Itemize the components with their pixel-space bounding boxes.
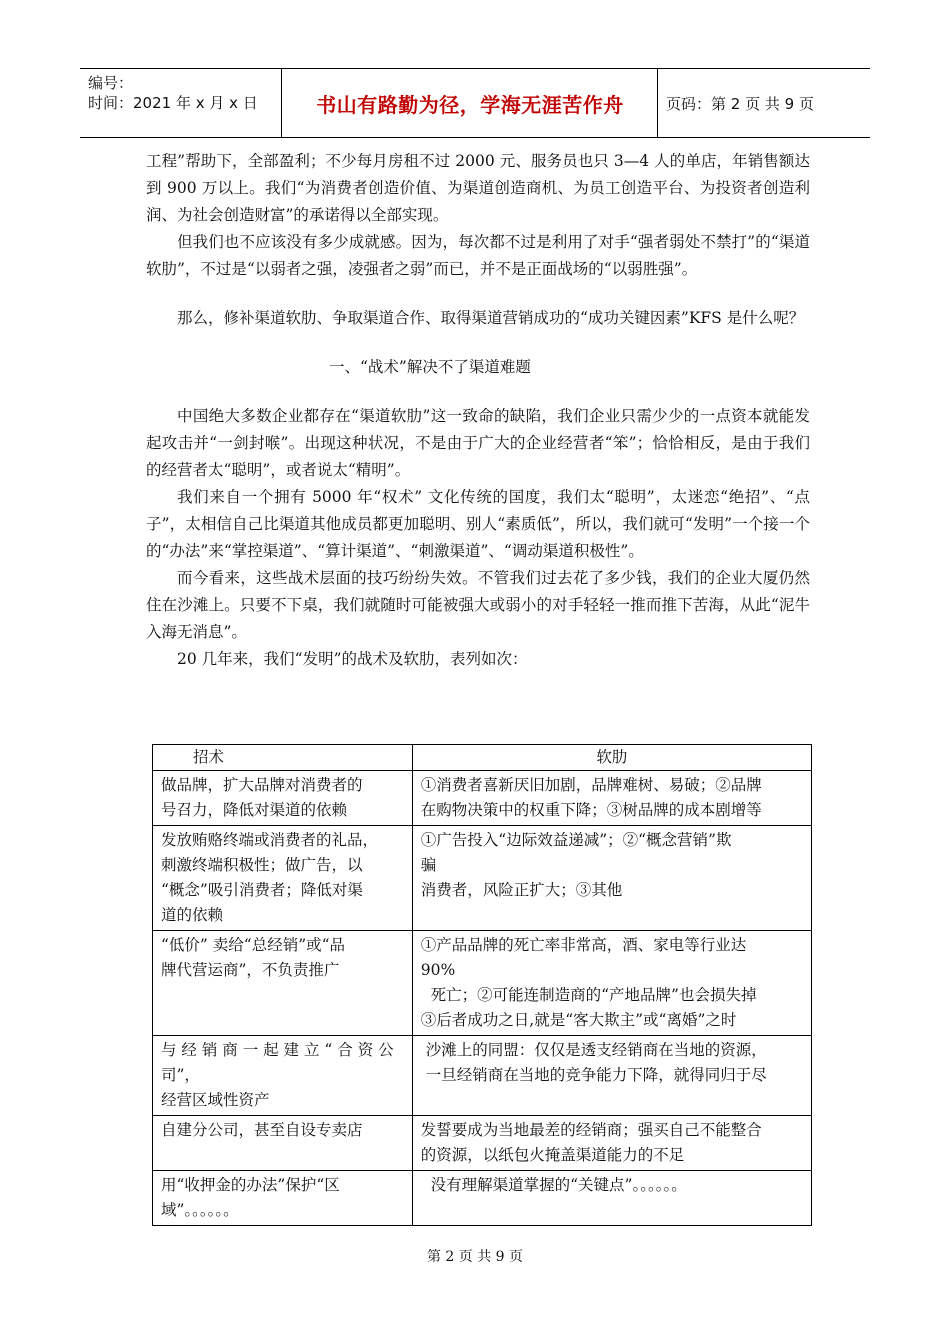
weakness-cell — [412, 1036, 811, 1116]
weakness-cell — [412, 826, 811, 931]
table-row — [153, 826, 812, 931]
cell-line: 牌代营运商”，不负责推广 — [161, 961, 340, 979]
header-divider — [281, 69, 282, 137]
cell-line: 司”， — [161, 1066, 200, 1084]
paragraph: 20 几年来，我们“发明”的战术及软肋，表列如次： — [177, 650, 528, 668]
document-number-label: 编号： — [88, 74, 134, 92]
tactic-cell — [153, 771, 413, 826]
table-row — [153, 1171, 812, 1226]
column-header-weakness: 软肋 — [412, 745, 811, 771]
cell-line: 在购物决策中的权重下降；③树品牌的成本剧增等 — [420, 801, 762, 819]
cell-line: 发放贿赂终端或消费者的礼品， — [161, 831, 379, 849]
cell-line: 骗 — [420, 856, 437, 874]
tactics-table — [152, 744, 812, 1226]
cell-line: “概念”吸引消费者；降低对渠 — [161, 881, 363, 899]
weakness-cell — [412, 771, 811, 826]
cell-line: 刺激终端积极性；做广告，以 — [161, 856, 363, 874]
cell-line: 发誓要成为当地最差的经销商；强买自己不能整合 — [420, 1121, 762, 1139]
cell-line: 域”。。。。。。 — [161, 1201, 239, 1219]
table-header-row — [153, 745, 812, 771]
cell-line: 经营区域性资产 — [161, 1091, 270, 1109]
table-row — [153, 771, 812, 826]
document-body — [146, 148, 810, 673]
page-footer: 第 2 页 共 9 页 — [426, 1249, 524, 1265]
weakness-cell — [412, 1116, 811, 1171]
cell-line: ①广告投入“边际效益递减”；②“概念营销”欺 — [420, 831, 732, 849]
cell-line: 消费者，风险正扩大；③其他 — [420, 881, 623, 899]
table-row — [153, 931, 812, 1036]
table-row — [153, 1036, 812, 1116]
cell-line: 死亡；②可能连制造商的“产地品牌”也会损失掉 — [420, 986, 757, 1004]
cell-line: 没有理解渠道掌握的“关键点”。。。。。。 — [420, 1176, 687, 1194]
cell-line: 自建分公司，甚至自设专卖店 — [161, 1121, 363, 1139]
section-heading: 一、“战术”解决不了渠道难题 — [329, 358, 531, 376]
cell-line: 用“收押金的办法”保护“区 — [161, 1176, 340, 1194]
cell-line: ①产品品牌的死亡率非常高，酒、家电等行业达 — [420, 936, 747, 954]
tactic-cell — [153, 1036, 413, 1116]
cell-line: 一旦经销商在当地的竞争能力下降，就得同归于尽 — [420, 1066, 767, 1084]
cell-line: 道的依赖 — [161, 906, 224, 924]
weakness-cell — [412, 1171, 811, 1226]
cell-line: 沙滩上的同盟：仅仅是透支经销商在当地的资源， — [420, 1041, 767, 1059]
paragraph: 中国绝大多数企业都存在“渠道软肋”这一致命的缺陷，我们企业只需少少的一点资本就能发起攻击并“一剑封喉”。出现这种状况，不是由于广大的企业经营者“笨”；恰恰相反，是由于我们的经营者太“聪明”，或者说太“精明”。 — [146, 407, 810, 479]
paragraph: 工程”帮助下，全部盈利；不少每月房租不过 2000 元、服务员也只 3—4 人的单店，年销售额达到 900 万以上。我们“为消费者创造价值、为渠道创造商机、为员工创造平台、为投资者创造利润、为社会创造财富”的承诺得以全部实现。 — [146, 152, 810, 224]
paragraph: 我们来自一个拥有 5000 年“权术” 文化传统的国度，我们太“聪明”，太迷恋“绝招”、“点子”，太相信自己比渠道其他成员都更加聪明、别人“素质低”，所以，我们就可“发明”一个接一个的“办法”来“掌控渠道”、“算计渠道”、“刺激渠道”、“调动渠道积极性”。 — [146, 488, 810, 560]
tactic-cell — [153, 1171, 413, 1226]
weakness-cell — [412, 931, 811, 1036]
cell-line: “低价” 卖给“总经销”或“品 — [161, 936, 346, 954]
cell-line: 做品牌，扩大品牌对消费者的 — [161, 776, 363, 794]
header-motto: 书山有路勤为径，学海无涯苦作舟 — [316, 92, 624, 117]
column-header-tactic: 招术 — [153, 745, 413, 771]
table-row — [153, 1116, 812, 1171]
header-meta — [88, 73, 258, 113]
tactic-cell — [153, 1116, 413, 1171]
cell-line: ①消费者喜新厌旧加剧，品牌难树、易破；②品牌 — [420, 776, 762, 794]
cell-line: 与 经 销 商 一 起 建 立 “ 合 资 公 — [161, 1041, 394, 1059]
tactic-cell — [153, 826, 413, 931]
cell-line: 号召力，降低对渠道的依赖 — [161, 801, 348, 819]
cell-line: ③后者成功之日,就是“客大欺主”或“离婚”之时 — [420, 1011, 737, 1029]
header-page-number: 页码：第 2 页 共 9 页 — [666, 94, 814, 113]
paragraph: 而今看来，这些战术层面的技巧纷纷失效。不管我们过去花了多少钱，我们的企业大厦仍然住在沙滩上。只要不下桌，我们就随时可能被强大或弱小的对手轻轻一推而推下苦海，从此“泥牛入海无消息”。 — [146, 569, 810, 641]
cell-line: 90% — [420, 961, 456, 979]
document-time-label: 时间：2021 年 x 月 x 日 — [88, 94, 258, 112]
tactic-cell — [153, 931, 413, 1036]
paragraph: 那么，修补渠道软肋、争取渠道合作、取得渠道营销成功的“成功关键因素”KFS 是什么呢？ — [177, 309, 805, 327]
header-divider — [657, 69, 658, 137]
cell-line: 的资源，以纸包火掩盖渠道能力的不足 — [420, 1146, 685, 1164]
page-header — [80, 68, 870, 138]
paragraph: 但我们也不应该没有多少成就感。因为，每次都不过是利用了对手“强者弱处不禁打”的“渠道软肋”，不过是“以弱者之强，凌强者之弱”而已，并不是正面战场的“以弱胜强”。 — [146, 233, 810, 278]
